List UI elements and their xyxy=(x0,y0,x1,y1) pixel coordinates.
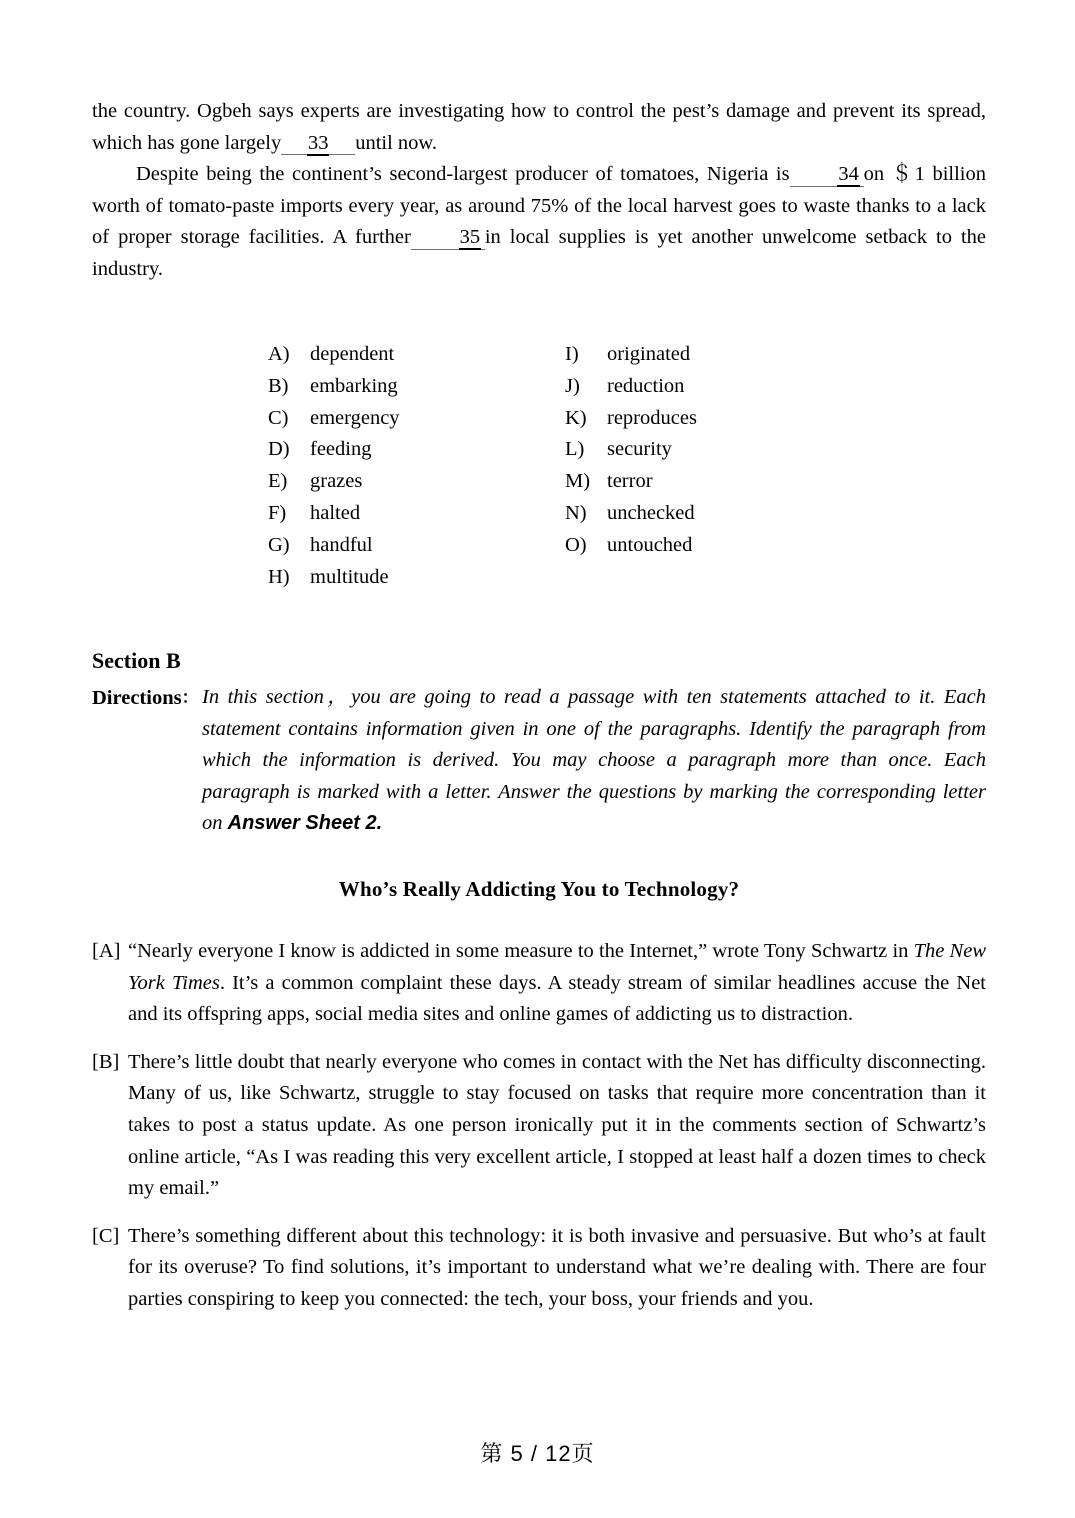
option-word: multitude xyxy=(310,565,389,588)
option-word: reproduces xyxy=(607,406,697,429)
option-word: handful xyxy=(310,533,373,556)
directions-block xyxy=(92,682,986,840)
word-bank-option-c[interactable] xyxy=(268,403,400,435)
cloze-p1-text-after: until now. xyxy=(355,131,438,154)
paragraph-c-run-1: There’s something different about this technology: it is both invasive and persuasive. But who’s at fault for its overuse? To find solutions, it’s important to understand what we’re dealing with. There are four parties conspiring to keep you connected: the tech, your boss, your friends and you. xyxy=(128,1224,986,1310)
passage-paragraph-c xyxy=(92,1221,986,1316)
option-letter: I) xyxy=(565,343,579,365)
cloze-p2-run-2: on ＄1 billion worth of tomato-paste imports every year, as around 75% of the local harvest goes to waste thanks to a lack of proper storage facilities. A further xyxy=(92,163,986,249)
word-bank-left-column xyxy=(268,339,400,593)
cloze-p2-run-1: Despite being the continent’s second-largest producer of tomatoes, Nigeria is xyxy=(136,163,790,186)
cloze-paragraph-2 xyxy=(92,159,986,285)
option-word: feeding xyxy=(310,438,372,461)
option-letter: J) xyxy=(565,374,580,397)
option-letter: A) xyxy=(268,343,290,365)
directions-text xyxy=(92,682,986,840)
option-word: grazes xyxy=(310,470,363,493)
word-bank-option-f[interactable] xyxy=(268,498,400,530)
paragraph-a-run-2: . It’s a common complaint these days. A steady stream of similar headlines accuse the Net and its offspring apps, social media sites and online games of addicting us to distraction. xyxy=(128,971,986,1026)
cloze-p2-run-3: in local supplies is yet another unwelcome setback to the industry. xyxy=(92,226,986,280)
option-letter: C) xyxy=(268,406,289,429)
cloze-blank-35-number: 35 xyxy=(459,226,481,249)
option-letter: N) xyxy=(565,501,587,524)
word-bank-option-i[interactable] xyxy=(565,339,697,371)
paragraph-a-run-1: “Nearly everyone I know is addicted in some measure to the Internet,” wrote Tony Schwartz in xyxy=(128,939,914,962)
word-bank-option-b[interactable] xyxy=(268,371,400,403)
directions-label-text: Directions xyxy=(92,687,182,709)
paragraph-letter-a: [A] xyxy=(92,939,121,962)
option-letter: L) xyxy=(565,438,585,461)
word-bank-option-k[interactable] xyxy=(565,403,697,435)
paragraph-a-italic-title: The New York Times xyxy=(128,939,986,994)
paragraph-b-run-1: There’s little doubt that nearly everyone who comes in contact with the Net has difficulty disconnecting. Many of us, like Schwartz, struggle to stay focused on tasks that require more concentration than it takes to post a status update. As one person ironically put it in the comments section of Schwartz’s online article, “As I was reading this very excellent article, I stopped at least half a dozen times to check my email.” xyxy=(128,1050,986,1200)
option-letter: M) xyxy=(565,470,591,493)
option-word: emergency xyxy=(310,406,400,429)
option-letter: F) xyxy=(268,501,287,524)
option-word: dependent xyxy=(310,343,395,365)
section-b-heading: Section B xyxy=(92,648,181,673)
option-word: halted xyxy=(310,501,361,524)
option-word: untouched xyxy=(607,533,693,556)
word-bank-option-h[interactable] xyxy=(268,562,400,594)
word-bank-option-l[interactable] xyxy=(565,434,697,466)
word-bank-option-j[interactable] xyxy=(565,371,697,403)
cloze-paragraph-1 xyxy=(92,96,986,159)
directions-body-text: In this section，you are going to read a passage with ten statements attached to it. Each statement contains information given in one of the paragraphs. Identify the paragraph from which the information is derived. You may choose a paragraph more than once. Each paragraph is marked with a letter. Answer the questions by marking the corresponding letter on xyxy=(202,686,986,835)
page-number-text: 第 5 / 12页 xyxy=(480,1441,595,1466)
cloze-blank-33-number: 33 xyxy=(307,131,329,154)
option-letter: H) xyxy=(268,565,290,588)
answer-sheet-label: Answer Sheet 2. xyxy=(227,812,383,835)
passage-paragraph-b xyxy=(92,1047,986,1205)
cloze-blank-35[interactable] xyxy=(411,227,485,250)
word-bank-option-g[interactable] xyxy=(268,530,400,562)
option-word: reduction xyxy=(607,374,685,397)
cloze-p1-text-before: the country. Ogbeh says experts are investigating how to control the pest’s damage and prevent its spread, which has gone largely xyxy=(92,100,986,154)
page-content xyxy=(92,96,986,1310)
option-letter: O) xyxy=(565,533,587,556)
word-bank-option-n[interactable] xyxy=(565,498,697,530)
option-word: security xyxy=(607,438,672,461)
page-footer xyxy=(0,1437,1075,1468)
option-letter: G) xyxy=(268,533,290,556)
word-bank-option-e[interactable] xyxy=(268,466,400,498)
word-bank-right-column xyxy=(565,339,697,562)
word-bank-option-a[interactable] xyxy=(268,339,400,371)
cloze-blank-34-number: 34 xyxy=(838,163,859,186)
option-letter: E) xyxy=(268,470,288,493)
directions-colon: ： xyxy=(181,688,199,707)
option-word: unchecked xyxy=(607,501,695,524)
cloze-blank-34[interactable] xyxy=(790,164,864,187)
passage-title xyxy=(92,874,986,904)
paragraph-letter-c: [C] xyxy=(92,1224,120,1247)
directions-label xyxy=(92,682,199,715)
section-b-block xyxy=(92,646,986,1316)
cloze-blank-33[interactable] xyxy=(281,133,355,156)
option-letter: B) xyxy=(268,374,289,397)
option-word: embarking xyxy=(310,374,398,397)
option-letter: D) xyxy=(268,438,290,461)
passage-paragraph-a xyxy=(92,936,986,1031)
passage-title-main: Who’s Really Addicting You to Technology xyxy=(338,876,729,901)
word-bank-option-d[interactable] xyxy=(268,434,400,466)
option-letter: K) xyxy=(565,406,587,429)
passage-title-question-mark: ? xyxy=(728,876,740,901)
word-bank-option-m[interactable] xyxy=(565,466,697,498)
option-word: originated xyxy=(607,343,691,365)
paragraph-letter-b: [B] xyxy=(92,1050,120,1073)
word-bank-option-o[interactable] xyxy=(565,530,697,562)
option-word: terror xyxy=(607,470,653,493)
